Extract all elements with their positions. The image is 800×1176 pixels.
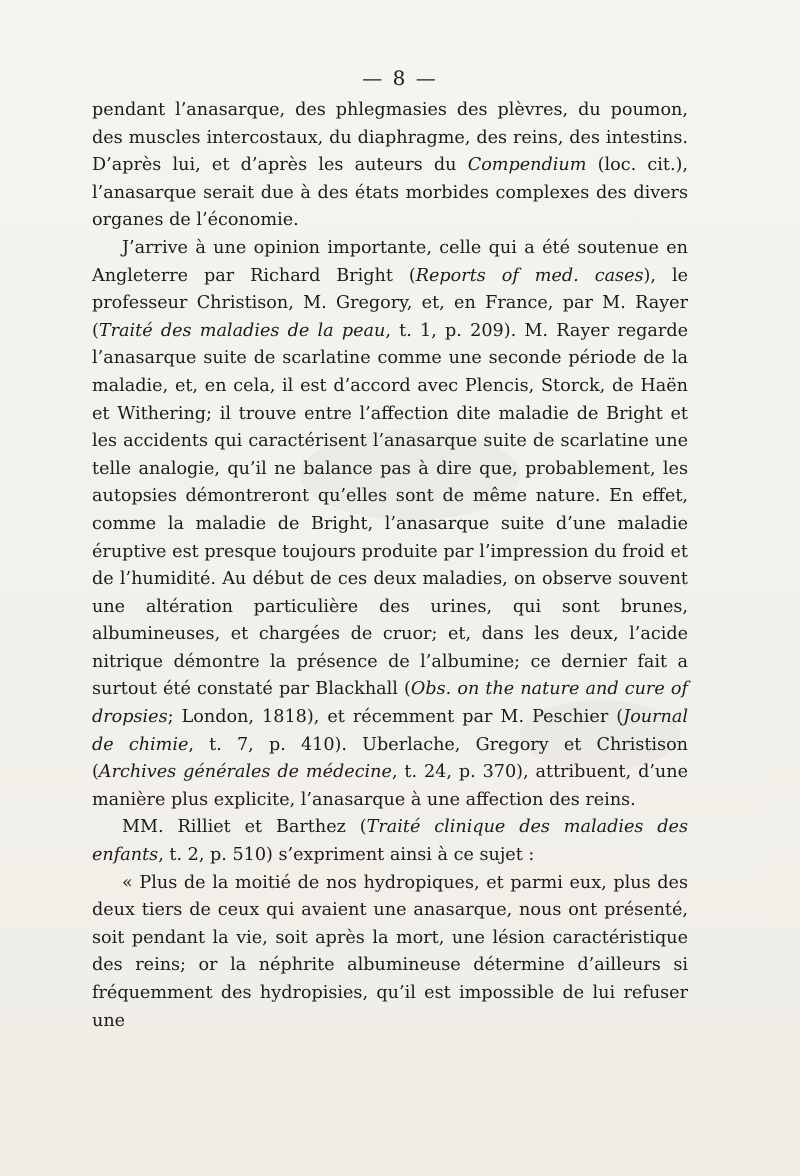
text-run: , t. 1, p. 209). M. Rayer regarde l’anasarque suite de scarlatine comme une seconde période de la maladie, et, en cela, il est d’accord avec Plencis, Storck, de Haën et Withering; il trouve entre l’affection dite maladie de Bright et les accidents qui caractérisent l’anasarque suite de scarlatine une telle analogie, qu’il ne balance pas à dire que, probablement, les autopsies démontreront qu’elles sont de même nature. En effet, comme la maladie de Bright, l’anasarque suite d’une maladie éruptive est presque toujours produite par l’impression du froid et de l’humidité. Au début de ces deux maladies, on observe souvent une altération particulière des urines, qui sont brunes, albumineuses, et chargées de cruor; et, dans les deux, l’acide nitrique démontre la présence de l’albumine; ce dernier fait a surtout été constaté par Blackhall (: [92, 320, 688, 700]
text-run: , t. 2, p. 510) s’expriment ainsi à ce sujet :: [158, 845, 535, 866]
paragraph: [92, 235, 688, 814]
italic-title: Archives générales de médecine: [98, 762, 392, 783]
paragraph: [92, 870, 688, 1036]
text-run: , t. 7, p. 410). Uberlache, Gregory et Christison (: [92, 734, 688, 783]
italic-title: Obs. on the nature and cure of dropsies: [92, 679, 688, 728]
text-run: pendant l’anasarque, des phlegmasies des plèvres, du poumon, des muscles intercostaux, du diaphragme, des reins, des intestins. D’après lui, et d’après les auteurs du: [92, 100, 688, 176]
text-run: ), le professeur Christison, M. Gregory, et, en France, par M. Rayer (: [92, 265, 688, 341]
text-run: ; London, 1818), et récemment par M. Peschier (: [167, 707, 624, 728]
text-run: , t. 24, p. 370), attribuent, d’une manière plus explicite, l’anasarque à une affection des reins.: [92, 762, 689, 810]
italic-title: Reports of med. cases: [415, 265, 644, 286]
text-run: J’arrive à une opinion importante, celle qui a été soutenue en Angleterre par Richard Bright (: [92, 237, 688, 286]
italic-title: Journal de chimie: [92, 707, 688, 755]
text-run: (loc. cit.), l’anasarque serait due à des états morbides complexes des divers organes de l’économie.: [92, 155, 688, 231]
italic-title: Traité des maladies de la peau: [98, 320, 386, 341]
text-run: MM. Rilliet et Barthez (: [122, 817, 367, 838]
italic-title: Compendium: [467, 155, 587, 176]
page-number: — 8 —: [362, 66, 438, 90]
paragraph: [92, 97, 688, 235]
italic-title: Traité clinique des maladies des enfants: [92, 817, 688, 866]
text-run: « Plus de la moitié de nos hydropiques, et parmi eux, plus des deux tiers de ceux qui avaient une anasarque, nous ont présenté, soit pendant la vie, soit après la mort, une lésion caractéristique des reins; or la néphrite albumineuse détermine d’ailleurs si fréquemment des hydropisies, qu’il est impossible de lui refuser une: [92, 872, 688, 1031]
paragraph: [92, 814, 688, 869]
body-text: [92, 97, 688, 1035]
